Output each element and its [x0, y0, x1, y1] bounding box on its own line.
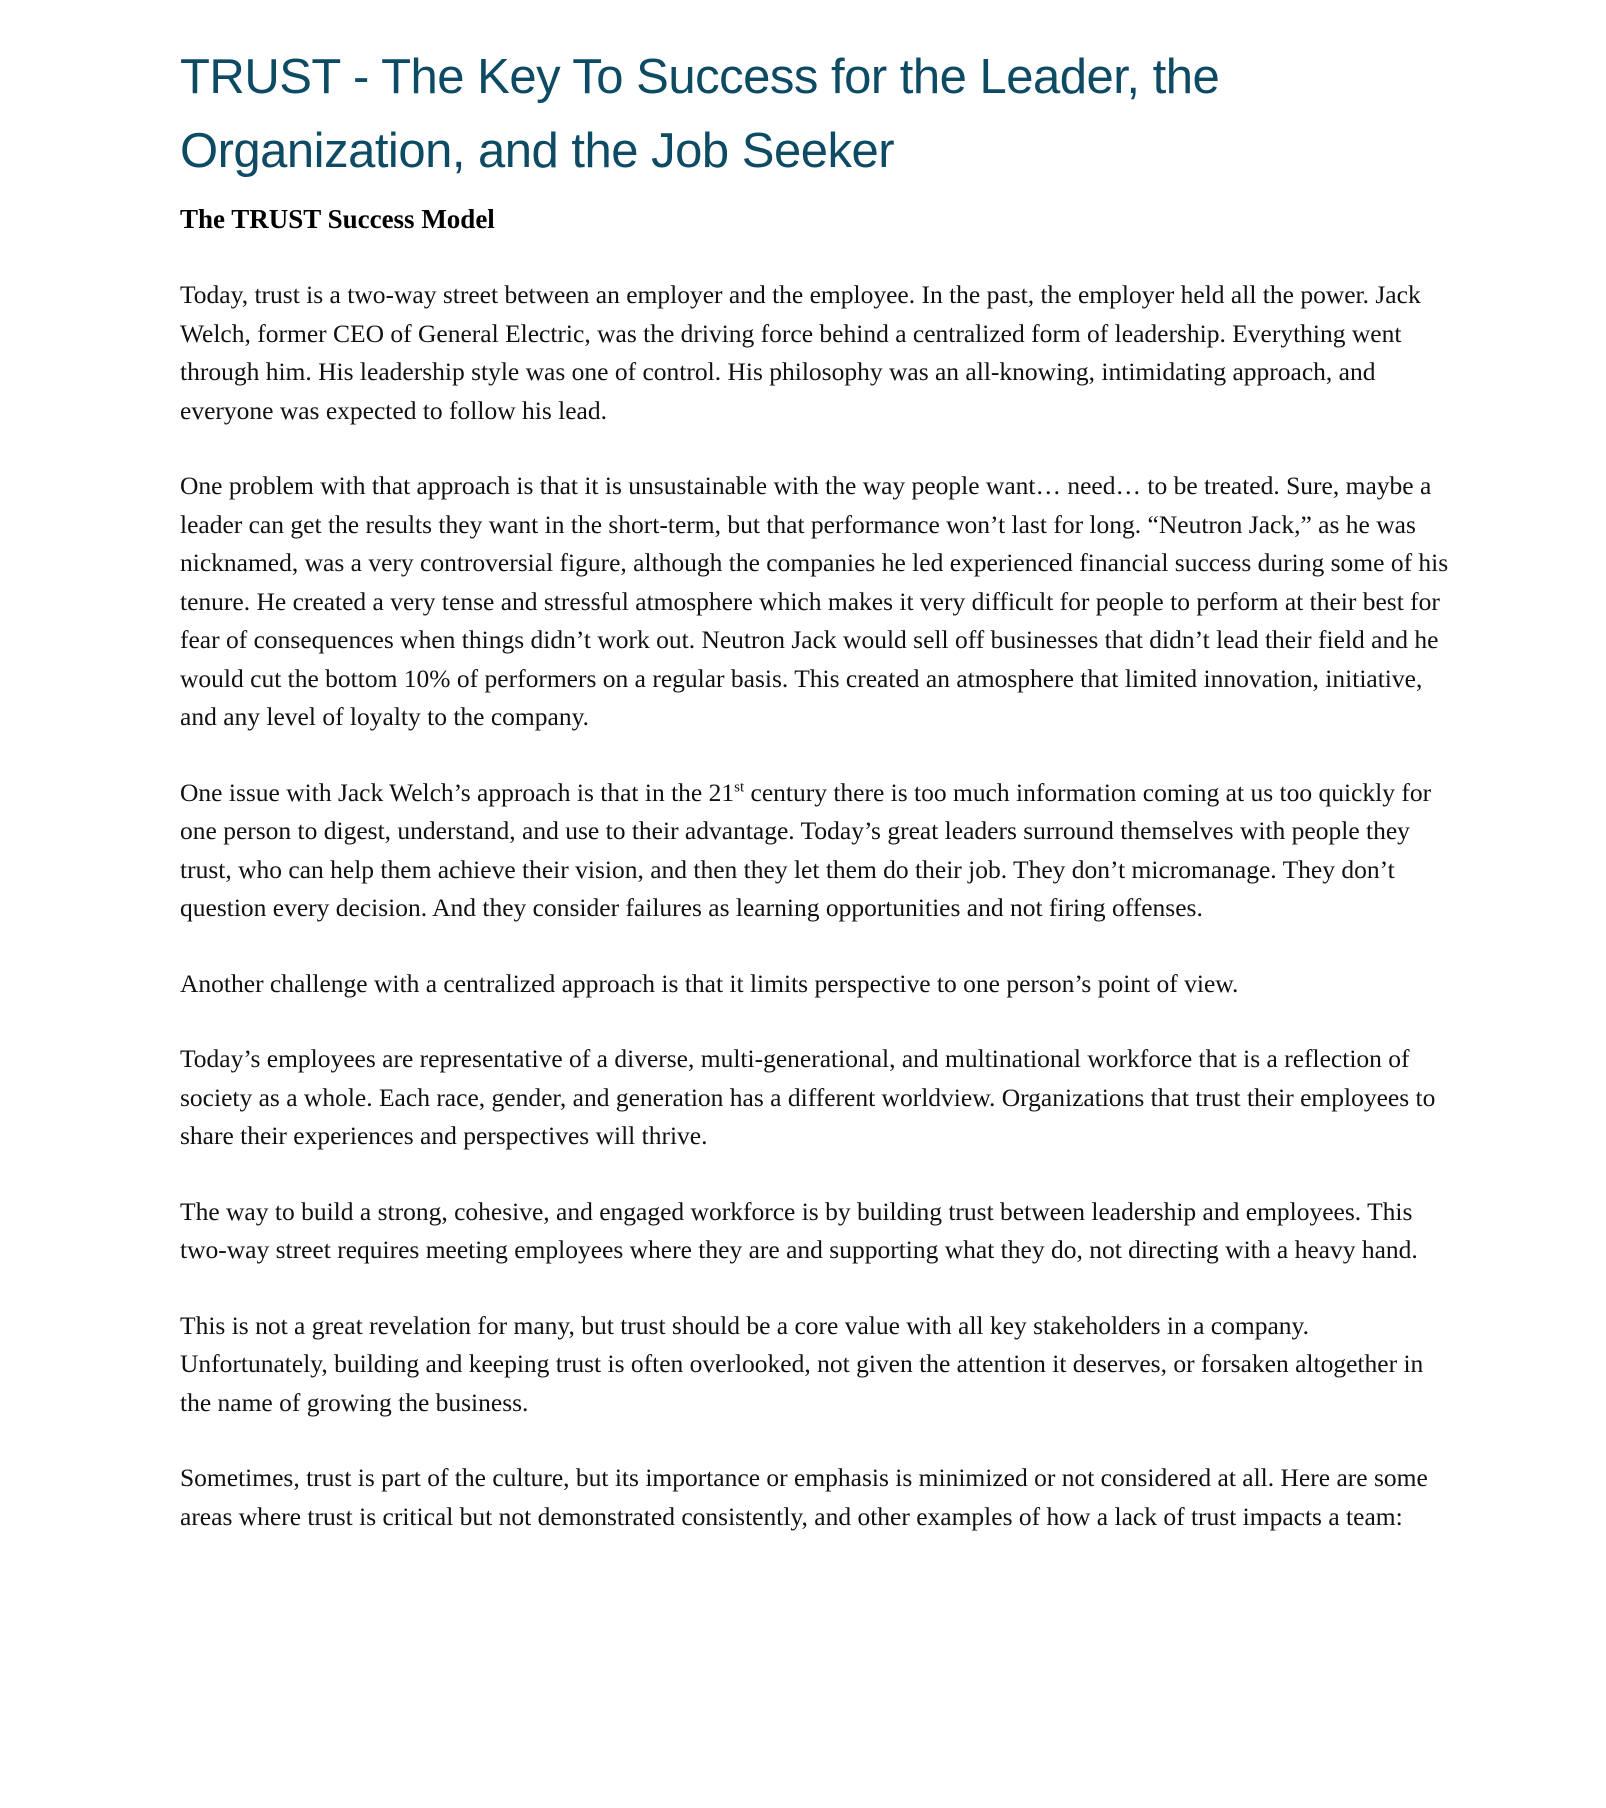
paragraph-4: Another challenge with a centralized approach is that it limits perspective to one person’s point of view.	[180, 968, 1239, 998]
paragraph-6: The way to build a strong, cohesive, and engaged workforce is by building trust between leadership and employees. This two-way street requires meeting employees where they are and supporting what they do, not directing with a heavy hand.	[180, 1196, 1418, 1264]
paragraph-1: Today, trust is a two-way street between an employer and the employee. In the past, the employer held all the power. Jack Welch, former CEO of General Electric, was the driving force behind a centralized form of leadership. Everything went through him. His leadership style was one of control. His philosophy was an all-knowing, intimidating approach, and everyone was expected to follow his lead.	[180, 280, 1421, 425]
paragraph-8: Sometimes, trust is part of the culture, but its importance or emphasis is minimized or not considered at all. Here are some areas where trust is critical but not demonstrated consistently, and other examples of how a lack of trust impacts a team:	[180, 1463, 1428, 1531]
paragraph-2: One problem with that approach is that it is unsustainable with the way people want… need… to be treated. Sure, maybe a leader can get the results they want in the short-term, but that performance won’t last for long. “Neutron Jack,” as he was nicknamed, was a very controversial figure, although the companies he led experienced financial success during some of his tenure. He created a very tense and stressful atmosphere which makes it very difficult for people to perform at their best for fear of consequences when things didn’t work out. Neutron Jack would sell off businesses that didn’t lead their field and he would cut the bottom 10% of performers on a regular basis. This created an atmosphere that limited innovation, initiative, and any level of loyalty to the company.	[180, 471, 1449, 731]
document-page	[180, 40, 1450, 1536]
paragraph-3-text-a: One issue with Jack Welch’s approach is that in the 21	[180, 777, 735, 807]
paragraph-3	[180, 774, 1450, 928]
paragraph-3-text-b: century there is too much information coming at us too quickly for one person to digest, understand, and use to their advantage. Today’s great leaders surround themselves with people they trust, who can help them achieve their vision, and then they let them do their job. They don’t micromanage. They don’t question every decision. And they consider failures as learning opportunities and not firing offenses.	[180, 777, 1432, 922]
article-title: TRUST - The Key To Success for the Leader, the Organization, and the Job Seeker	[180, 50, 1220, 178]
paragraph-5: Today’s employees are representative of a diverse, multi-generational, and multinational workforce that is a reflection of society as a whole. Each race, gender, and generation has a different worldview. Organizations that trust their employees to share their experiences and perspectives will thrive.	[180, 1044, 1436, 1150]
article-subtitle: The TRUST Success Model	[180, 204, 495, 234]
paragraph-7: This is not a great revelation for many, but trust should be a core value with all key stakeholders in a company. Unfortunately, building and keeping trust is often overlooked, not given the attention it deserves, or forsaken altogether in the name of growing the business.	[180, 1310, 1424, 1417]
ordinal-superscript: st	[734, 779, 745, 795]
